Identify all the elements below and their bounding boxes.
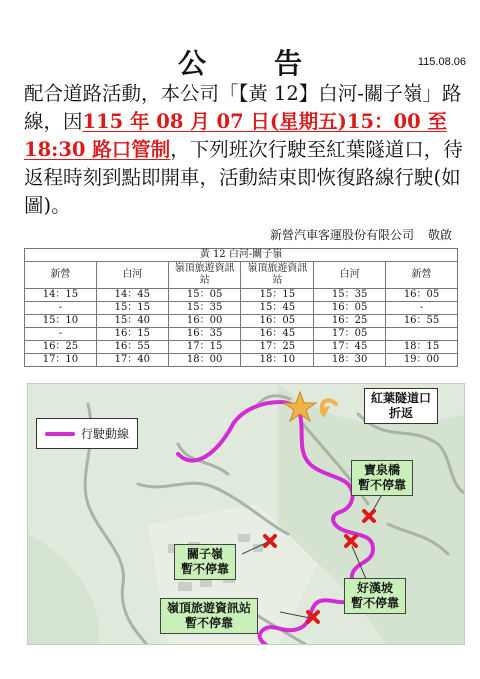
stop-label-guanziling: 關子嶺 暫不停靠 — [174, 544, 236, 580]
legend-label: 行駛動線 — [81, 427, 130, 441]
time-cell: 15：35 — [168, 302, 241, 315]
time-cell: 16：25 — [25, 341, 97, 354]
time-cell: 16：05 — [241, 315, 314, 328]
body-text-1: 配合道路活動，本公司「【黃 12】白河-關子嶺」路線，因 — [24, 82, 462, 133]
time-cell: - — [386, 302, 458, 315]
table-row — [25, 354, 458, 367]
header-cell: 嶺頂旅遊資訊站 — [241, 262, 314, 289]
table-row — [25, 328, 458, 341]
schedule-route-title: 黃 12 白河-關子嶺 — [25, 249, 458, 262]
body-text-2: ，下列班次行駛至紅葉隧道口，待返程時刻到點即開車，活動結束即恢復路線行駛(如圖)。 — [24, 138, 463, 217]
route-map — [27, 383, 465, 645]
time-cell: - — [25, 328, 97, 341]
stop-label-baoquan-bridge: 寶泉橋 暫不停靠 — [351, 460, 413, 496]
table-row — [25, 341, 458, 354]
time-cell: 15：35 — [314, 289, 386, 302]
time-cell: 18：00 — [168, 354, 241, 367]
time-cell: 15：15 — [241, 289, 314, 302]
time-cell: 16：45 — [241, 328, 314, 341]
time-cell: 15：10 — [25, 315, 97, 328]
header-cell: 新營 — [386, 262, 458, 289]
turnaround-label: 紅葉隧道口 折返 — [364, 388, 438, 424]
time-cell: 16：55 — [386, 315, 458, 328]
header-cell: 新營 — [25, 262, 97, 289]
time-cell: 16：05 — [386, 289, 458, 302]
time-cell: 15：05 — [168, 289, 241, 302]
time-cell: 17：10 — [25, 354, 97, 367]
time-cell: 16：15 — [96, 328, 168, 341]
time-cell: 17：25 — [241, 341, 314, 354]
closing-word: 敬啟 — [427, 228, 452, 242]
time-cell: 15：15 — [96, 302, 168, 315]
stop-label-haohanpo: 好漢坡 暫不停靠 — [344, 578, 406, 614]
time-cell: 16：05 — [314, 302, 386, 315]
header-cell: 白河 — [314, 262, 386, 289]
header-cell: 嶺頂旅遊資訊站 — [168, 262, 241, 289]
time-cell — [386, 328, 458, 341]
time-cell: 19：00 — [386, 354, 458, 367]
route-legend-swatch — [45, 432, 75, 436]
time-cell: 14：15 — [25, 289, 97, 302]
time-cell: 15：40 — [96, 315, 168, 328]
table-row — [25, 302, 458, 315]
time-cell: 15：45 — [241, 302, 314, 315]
time-cell: 18：10 — [241, 354, 314, 367]
time-cell: 16：25 — [314, 315, 386, 328]
time-cell: 17：05 — [314, 328, 386, 341]
time-cell: 14：45 — [96, 289, 168, 302]
control-period-highlight: 115 年 08 月 07 日(星期五)15：00 至 18:30 路口管制 — [24, 110, 447, 161]
time-cell: 16：55 — [96, 341, 168, 354]
stop-label-lingding-info-station: 嶺頂旅遊資訊站 暫不停靠 — [160, 598, 258, 634]
notice-date: 115.08.06 — [417, 56, 466, 68]
time-cell: 17：45 — [314, 341, 386, 354]
table-row — [25, 289, 458, 302]
time-cell: 18：15 — [386, 341, 458, 354]
time-cell: 16：00 — [168, 315, 241, 328]
signature — [270, 226, 452, 243]
table-row — [25, 315, 458, 328]
map-legend — [36, 418, 138, 449]
time-cell: 18：30 — [314, 354, 386, 367]
header-cell: 白河 — [96, 262, 168, 289]
notice-body — [24, 80, 466, 220]
schedule-table — [24, 248, 458, 367]
company-name: 新營汽車客運股份有限公司 — [269, 228, 414, 242]
time-cell: 17：15 — [168, 341, 241, 354]
time-cell: 16：35 — [168, 328, 241, 341]
time-cell: - — [25, 302, 97, 315]
time-cell: 17：40 — [96, 354, 168, 367]
notice-title: 公 告 — [177, 47, 322, 80]
